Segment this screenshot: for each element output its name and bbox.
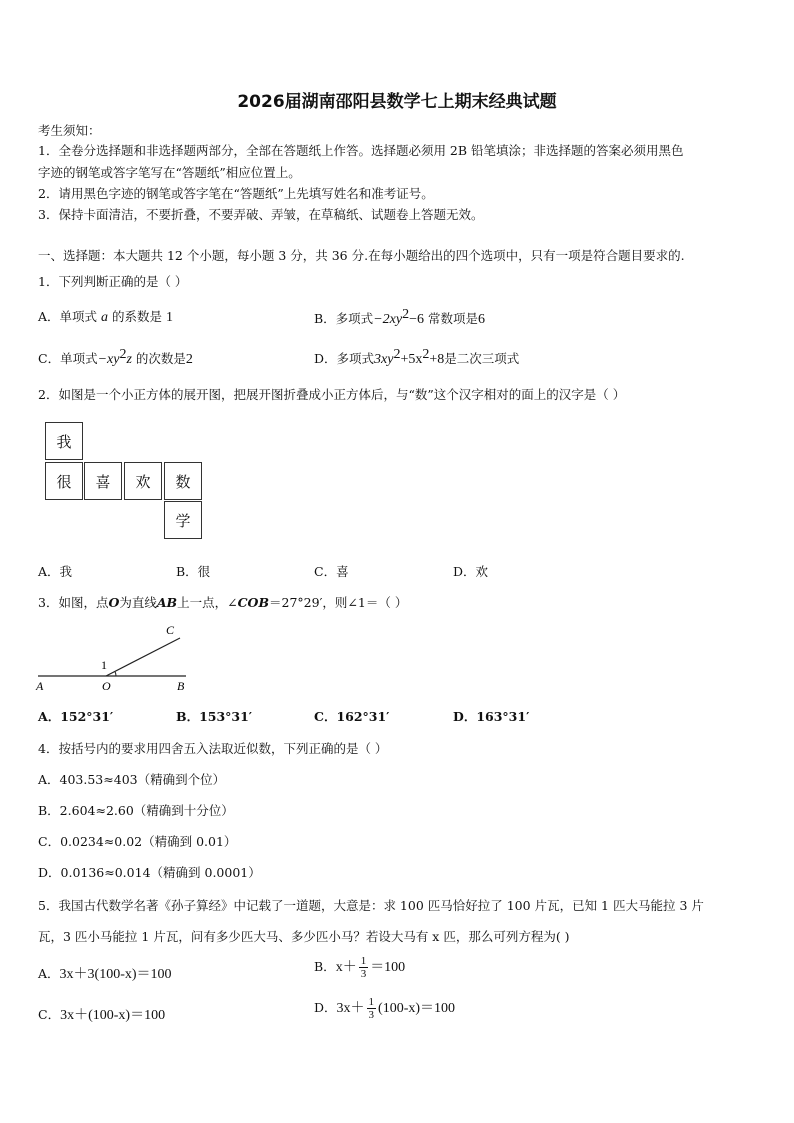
net-face-shu: 数 xyxy=(164,462,202,500)
q5-d-numerator: 1 xyxy=(368,996,375,1008)
q3-line-ab: AB xyxy=(156,595,178,610)
angle-1-arc xyxy=(115,671,116,676)
q1-d-expr1: 3xy xyxy=(374,352,394,368)
note-1b: 字迹的钢笔或答字笔写在“答题纸”相应位置上。 xyxy=(38,165,301,180)
q1-d-text: 是二次三项式 xyxy=(444,351,520,367)
q3-stem-pre: 3．如图，点 xyxy=(38,595,109,610)
q1-c-prefix: C．单项式 xyxy=(38,351,98,367)
q1-c-text: 的次数是 xyxy=(135,351,186,367)
q5-d-pre: 3x＋ xyxy=(336,1001,365,1016)
note-2: 2．请用黑色字迹的钢笔或答字笔在“答题纸”上先填写姓名和准考证号。 xyxy=(38,186,434,201)
q4-option-c: C．0.0234≈0.02（精确到 0.01） xyxy=(38,834,237,849)
q5-option-c xyxy=(38,1004,165,1024)
q1-option-a xyxy=(38,307,173,326)
q1-b-tail: −6 xyxy=(409,312,424,328)
q3-stem-mid2: 上一点，∠ xyxy=(177,595,238,610)
label-b: B xyxy=(177,679,185,693)
q3-option-b: B．153°31′ xyxy=(176,709,253,724)
q1-a-prefix: A．单项式 xyxy=(38,309,98,324)
q5-c-expr: 3x＋(100-x)＝100 xyxy=(60,1008,166,1023)
q1-d-expr2: +5x xyxy=(400,352,423,368)
q1-b-text: 常数项是 xyxy=(427,311,478,327)
q1-option-d xyxy=(314,347,519,368)
q2-stem: 2．如图是一个小正方体的展开图，把展开图折叠成小正方体后，与“数”这个汉字相对的面上的汉字是（ ） xyxy=(38,387,626,402)
notes-heading: 考生须知： xyxy=(38,123,101,138)
q5-b-label: B． xyxy=(314,959,336,974)
q1-d-exp2: 2 xyxy=(422,347,430,362)
q5-d-label: D． xyxy=(314,1000,337,1015)
label-o: O xyxy=(102,679,111,693)
net-face-huan: 欢 xyxy=(124,462,162,500)
q1-d-prefix: D．多项式 xyxy=(314,351,375,367)
q1-stem: 1．下列判断正确的是（ ） xyxy=(38,274,188,289)
q5-option-d xyxy=(314,996,455,1021)
q3-option-d: D．163°31′ xyxy=(453,709,530,724)
q5-c-label: C． xyxy=(38,1007,61,1022)
q1-b-val: 6 xyxy=(477,312,485,328)
q3-point-o: O xyxy=(108,595,120,610)
q1-a-val: 1 xyxy=(166,310,173,325)
q3-stem-post: ＝27°29′，则∠1＝（ ） xyxy=(269,595,408,610)
net-face-hen: 很 xyxy=(45,462,83,500)
q2-option-b: B．很 xyxy=(176,564,211,579)
note-3: 3．保持卡面清洁，不要折叠，不要弄破、弄皱，在草稿纸、试题卷上答题无效。 xyxy=(38,207,484,222)
q4-option-a: A．403.53≈403（精确到个位） xyxy=(38,772,226,787)
label-a: A xyxy=(36,679,44,693)
ray-oc xyxy=(106,638,180,676)
q3-figure xyxy=(34,620,204,695)
q1-d-exp1: 2 xyxy=(393,347,401,362)
q1-c-exp: 2 xyxy=(119,347,127,362)
q3-option-a: A．152°31′ xyxy=(38,709,114,724)
q5-b-post: ＝100 xyxy=(370,960,406,975)
q1-option-b xyxy=(314,307,485,328)
q3-angle-cob: COB xyxy=(237,595,270,610)
q5-stem-line1: 5．我国古代数学名著《孙子算经》中记载了一道题，大意是：求 100 匹马恰好拉了 100 片瓦，已知 1 匹大马能拉 3 片 xyxy=(38,898,704,913)
q1-b-exp: 2 xyxy=(402,307,410,322)
q5-d-denominator: 3 xyxy=(368,1009,375,1021)
q5-b-numerator: 1 xyxy=(360,955,367,967)
q1-d-expr3: +8 xyxy=(429,352,445,368)
q4-option-b: B．2.604≈2.60（精确到十分位） xyxy=(38,803,234,818)
q2-option-a: A．我 xyxy=(38,564,73,579)
page-title: 2026届湖南邵阳县数学七上期末经典试题 xyxy=(237,92,557,112)
net-face-wo: 我 xyxy=(45,422,83,460)
q5-d-post: (100-x)＝100 xyxy=(378,1001,456,1016)
label-angle-1: 1 xyxy=(101,658,107,672)
label-c: C xyxy=(166,623,175,637)
q1-c-val: 2 xyxy=(185,352,193,368)
q5-a-expr: 3x＋3(100-x)＝100 xyxy=(59,967,172,982)
q5-stem-line2: 瓦，3 匹小马能拉 1 片瓦，问有多少匹大马、多少匹小马？若设大马有 x 匹，那么可列方程为( ) xyxy=(38,929,570,944)
q3-option-c: C．162°31′ xyxy=(314,709,390,724)
q2-option-d: D．欢 xyxy=(453,564,489,579)
net-face-xue: 学 xyxy=(164,501,202,539)
q2-option-c: C．喜 xyxy=(314,564,349,579)
q5-b-denominator: 3 xyxy=(360,968,367,980)
q1-b-prefix: B．多项式 xyxy=(314,311,374,327)
q1-c-expr: −xy xyxy=(97,352,120,368)
q1-b-expr: −2xy xyxy=(373,312,403,328)
q5-option-b xyxy=(314,955,405,980)
net-face-xi: 喜 xyxy=(84,462,122,500)
q4-stem: 4．按括号内的要求用四舍五入法取近似数，下列正确的是（ ） xyxy=(38,741,388,756)
q5-option-a xyxy=(38,963,172,983)
q3-stem xyxy=(38,593,407,611)
section-1-heading: 一、选择题：本大题共 12 个小题，每小题 3 分，共 36 分.在每小题给出的四个选项中，只有一项是符合题目要求的. xyxy=(38,248,685,263)
q5-d-fraction xyxy=(367,996,377,1021)
q1-a-var: a xyxy=(101,310,109,325)
q5-b-pre: x＋ xyxy=(335,960,357,975)
q1-option-c xyxy=(38,347,193,368)
note-1a: 1．全卷分选择题和非选择题两部分，全部在答题纸上作答。选择题必须用 2B 铅笔填涂；非选择题的答案必须用黑色 xyxy=(38,143,684,158)
q4-option-d: D．0.0136≈0.014（精确到 0.0001） xyxy=(38,865,261,880)
q3-stem-mid: 为直线 xyxy=(119,595,157,610)
q5-a-label: A． xyxy=(38,966,60,981)
q5-b-fraction xyxy=(359,955,369,980)
q1-c-var: z xyxy=(126,352,132,368)
q1-a-text: 的系数是 xyxy=(112,309,163,324)
